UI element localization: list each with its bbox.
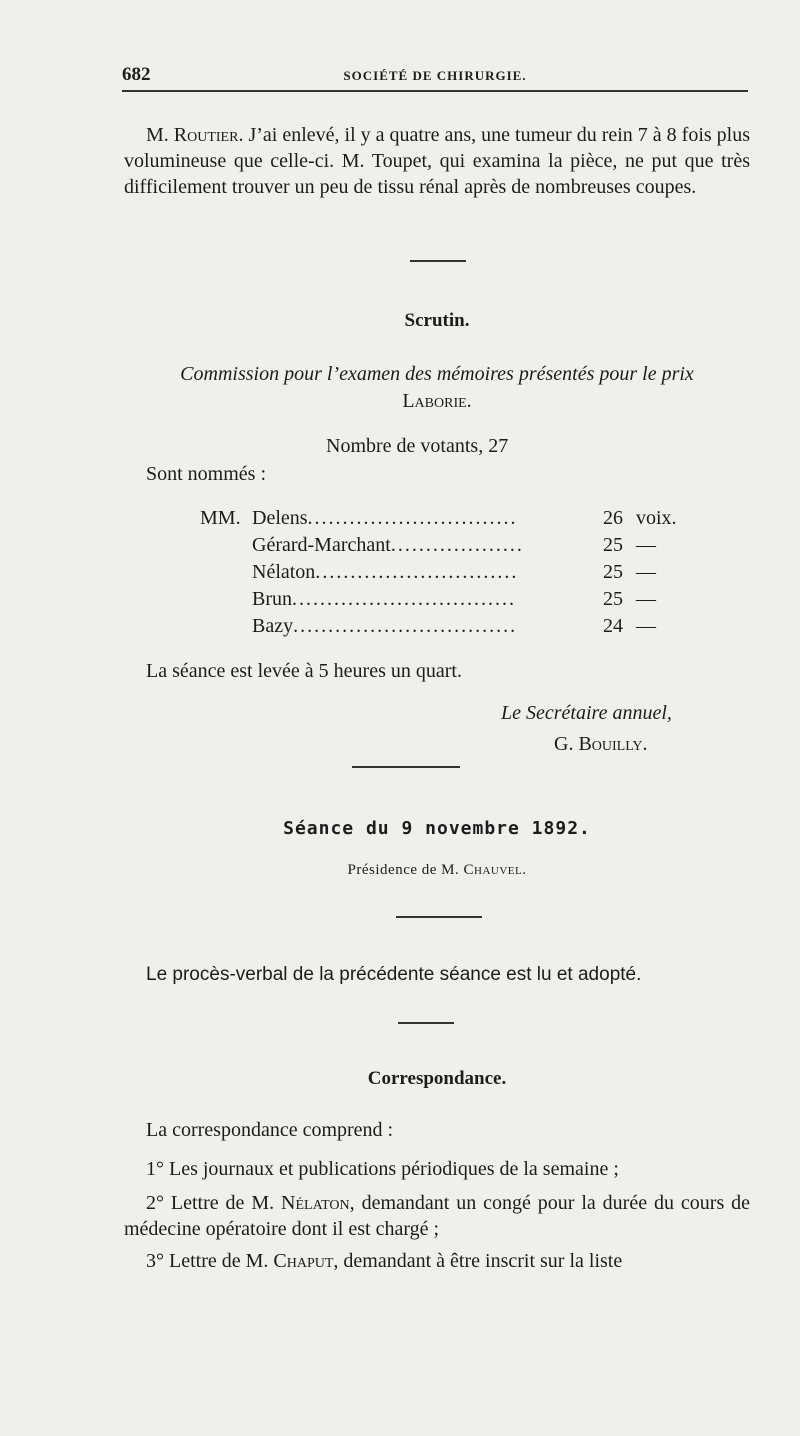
- correspondance-item-3: [124, 1248, 750, 1274]
- presidence-label: Présidence de M.: [347, 862, 460, 878]
- routier-text: J’ai enlevé, il y a quatre ans, une tumeur du rein 7 à 8 fois plus volumineuse que celle-ci. M. Toupet, qui examina la pièce, ne put que très difficilement trouver un peu de tissu rénal après de nombreuses coupes.: [124, 124, 751, 198]
- presidence-line: [124, 862, 750, 879]
- running-header: [122, 62, 748, 92]
- vote-row: [200, 532, 656, 559]
- prize-name: Laborie.: [402, 390, 472, 412]
- vote-count: 26: [603, 507, 623, 529]
- candidate-name: Bazy: [252, 615, 294, 637]
- routier-paragraph: [124, 122, 750, 200]
- leader-dots: .............................: [315, 561, 519, 583]
- section-divider: [352, 766, 460, 768]
- running-title: SOCIÉTÉ DE CHIRURGIE.: [343, 68, 527, 83]
- item2-text: demandant un congé pour la durée du cours de médecine opératoire dont il est chargé ;: [124, 1192, 751, 1240]
- correspondance-intro: La correspondance comprend :: [146, 1119, 394, 1141]
- item2-prefix: 2° Lettre de M.: [146, 1192, 275, 1214]
- item3-text: demandant à être inscrit sur la liste: [343, 1250, 623, 1272]
- vote-unit: —: [636, 561, 656, 583]
- item3-prefix: 3° Lettre de M.: [146, 1250, 269, 1272]
- vote-unit: —: [636, 615, 656, 637]
- page-number: 682: [122, 64, 151, 85]
- leader-dots: ..............................: [307, 507, 518, 529]
- secretary-title: Le Secrétaire annuel,: [501, 702, 672, 724]
- vote-unit: —: [636, 534, 656, 556]
- vote-prefix: MM.: [200, 507, 241, 529]
- sont-nommes-label: Sont nommés :: [146, 463, 267, 485]
- candidate-name: Gérard-Marchant: [252, 534, 391, 556]
- vote-row: [200, 505, 677, 532]
- correspondance-item-1: 1° Les journaux et publications périodiques de la semaine ;: [146, 1158, 619, 1180]
- commission-heading: [124, 361, 750, 415]
- vote-count: 25: [603, 588, 623, 610]
- vote-count: 25: [603, 561, 623, 583]
- proces-verbal-text: Le procès-verbal de la précédente séance est lu et adopté.: [146, 964, 642, 985]
- candidate-name: Brun: [252, 588, 292, 610]
- section-divider: [410, 260, 466, 262]
- vote-row: [200, 613, 656, 640]
- candidate-name: Delens: [252, 507, 308, 529]
- president-name: Chauvel.: [463, 862, 527, 878]
- section-divider: [398, 1022, 454, 1024]
- seance-levee-text: La séance est levée à 5 heures un quart.: [146, 660, 462, 682]
- item2-name: Nélaton,: [281, 1192, 355, 1214]
- item3-name: Chaput,: [273, 1250, 339, 1272]
- secretary-name: G. Bouilly.: [554, 733, 648, 755]
- correspondance-item-2: [124, 1190, 750, 1242]
- scrutin-heading: Scrutin.: [404, 310, 470, 331]
- votants-count: Nombre de votants, 27: [326, 435, 509, 457]
- speaker-name: M. Routier.: [146, 124, 244, 146]
- vote-results: [200, 505, 677, 640]
- vote-count: 24: [603, 615, 623, 637]
- section-divider: [396, 916, 482, 918]
- leader-dots: ...................: [390, 534, 524, 556]
- vote-unit: voix.: [636, 507, 677, 529]
- commission-text: Commission pour l’examen des mémoires présentés pour le prix: [180, 363, 694, 385]
- vote-unit: —: [636, 588, 656, 610]
- vote-row: [200, 586, 656, 613]
- session-title: Séance du 9 novembre 1892.: [283, 818, 591, 839]
- vote-count: 25: [603, 534, 623, 556]
- candidate-name: Nélaton: [252, 561, 316, 583]
- vote-row: [200, 559, 656, 586]
- correspondance-heading: Correspondance.: [367, 1068, 507, 1089]
- leader-dots: ................................: [292, 588, 516, 610]
- leader-dots: ................................: [293, 615, 518, 637]
